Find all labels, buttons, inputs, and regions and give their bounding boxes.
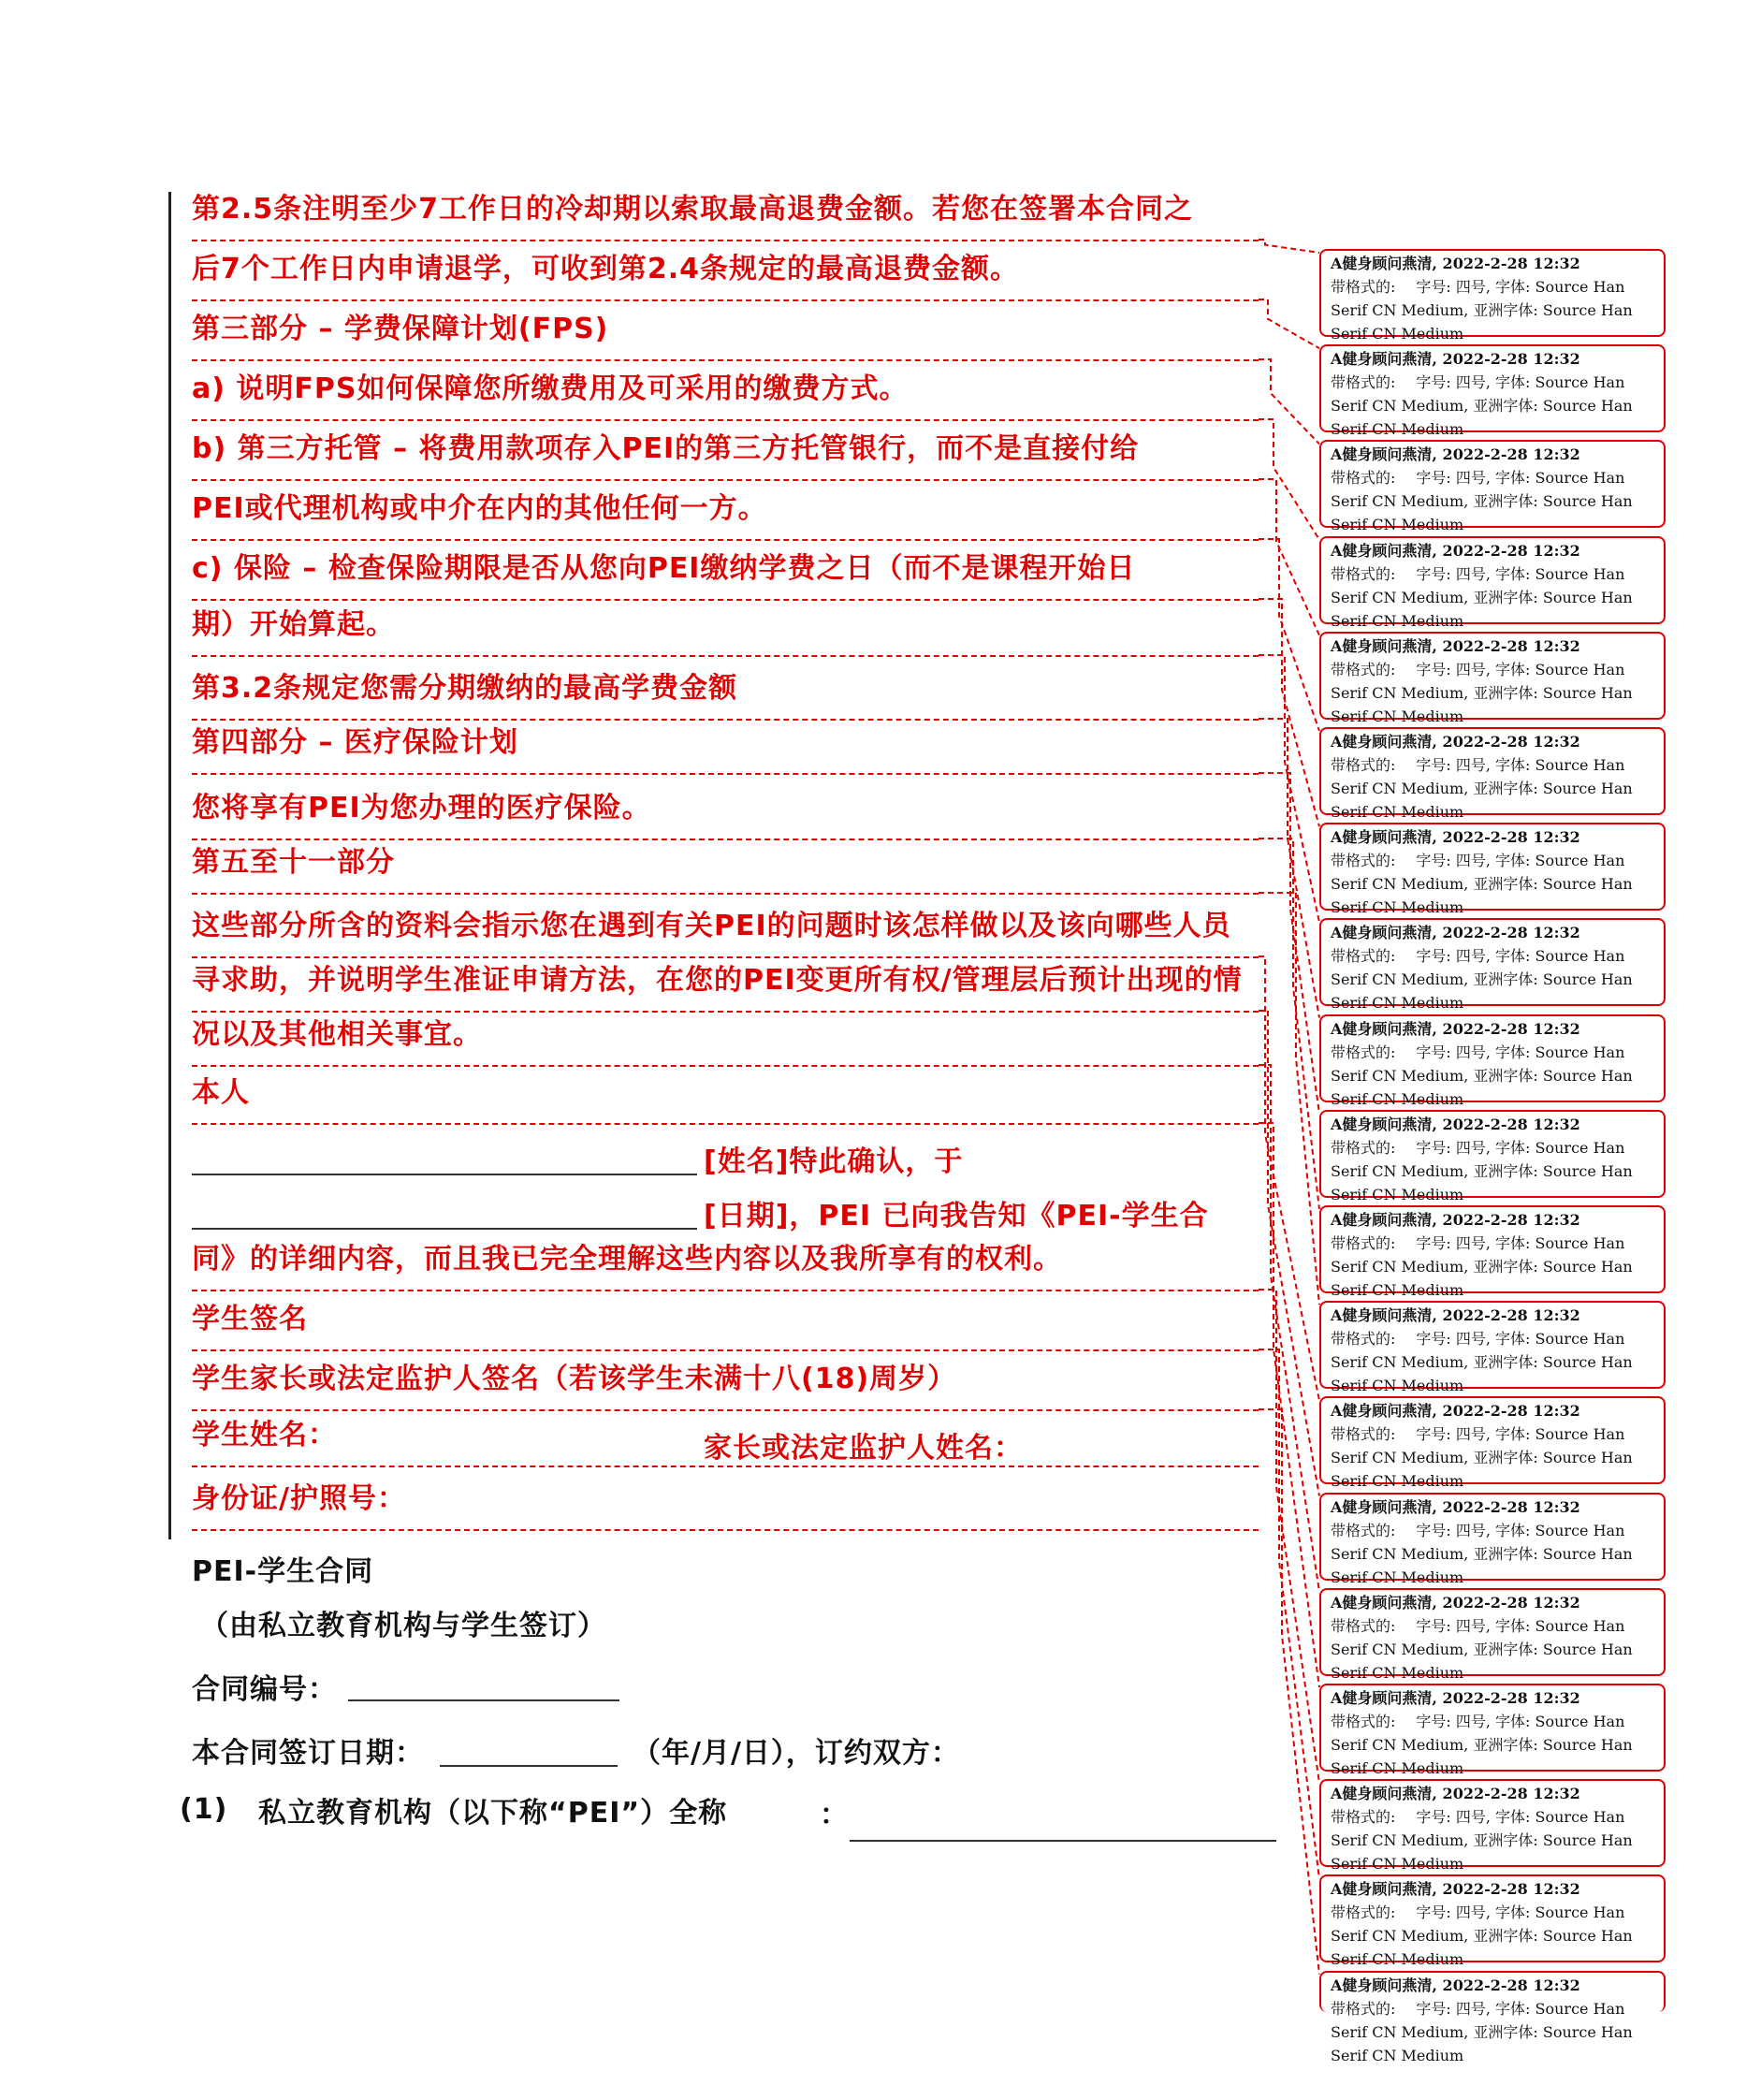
balloon-author: A健身顾问燕清, 2022-2-28 12:32 [1331, 1689, 1580, 1707]
balloon-line3: Serif CN Medium [1331, 1472, 1464, 1491]
revision-line: 第四部分 – 医疗保险计划 [192, 726, 518, 759]
revision-balloon[interactable] [1319, 1301, 1666, 1395]
balloon-label: 带格式的: [1331, 1713, 1396, 1730]
revision-balloon[interactable] [1319, 632, 1666, 725]
revision-balloon[interactable] [1319, 249, 1666, 343]
balloon-author: A健身顾问燕清, 2022-2-28 12:32 [1331, 541, 1580, 560]
balloon-line3: Serif CN Medium [1331, 325, 1464, 343]
revision-line: 期）开始算起。 [192, 608, 395, 641]
balloon-line3: Serif CN Medium [1331, 707, 1464, 725]
revision-balloon[interactable] [1319, 1874, 1666, 1969]
balloon-format [1331, 753, 1654, 777]
balloon-label: 带格式的: [1331, 1425, 1396, 1444]
revision-line: 这些部分所含的资料会指示您在遇到有关PEI的问题时该怎样做以及该向哪些人员 [192, 910, 1231, 942]
balloon-line2: Serif CN Medium, 亚洲字体: Source Han [1331, 1161, 1633, 1180]
revision-line: 寻求助，并说明学生准证申请方法，在您的PEI变更所有权/管理层后预计出现的情 [192, 964, 1243, 997]
balloon-format [1331, 275, 1654, 299]
balloon-label: 带格式的: [1331, 1903, 1396, 1922]
contract-title: PEI-学生合同 [192, 1555, 374, 1588]
balloon-line2: Serif CN Medium, 亚洲字体: Source Han [1331, 970, 1633, 989]
balloon-line2: Serif CN Medium, 亚洲字体: Source Han [1331, 1736, 1633, 1754]
balloon-format [1331, 1805, 1654, 1829]
balloon-line1: 字号: 四号, 字体: Source Han [1416, 469, 1625, 488]
balloon-author: A健身顾问燕清, 2022-2-28 12:32 [1331, 1211, 1580, 1229]
leader-line [1259, 1409, 1319, 1975]
revision-balloon[interactable] [1319, 1588, 1666, 1682]
balloon-line2: Serif CN Medium, 亚洲字体: Source Han [1331, 1066, 1633, 1085]
balloon-author: A健身顾问燕清, 2022-2-28 12:32 [1331, 1880, 1580, 1899]
balloon-format [1331, 1327, 1654, 1350]
balloon-format [1331, 1232, 1654, 1255]
balloon-line1: 字号: 四号, 字体: Source Han [1416, 1616, 1625, 1635]
revision-balloon[interactable] [1319, 918, 1666, 1013]
leader-line [1259, 419, 1319, 540]
revision-balloon[interactable] [1319, 536, 1666, 630]
revision-balloon[interactable] [1319, 1971, 1666, 2064]
revision-line: b) 第三方托管 – 将费用款项存入PEI的第三方托管银行，而不是直接付给 [192, 432, 1140, 465]
balloon-label: 带格式的: [1331, 756, 1396, 774]
balloon-line3: Serif CN Medium [1331, 1568, 1464, 1586]
revision-line: 同》的详细内容，而且我已完全理解这些内容以及我所享有的权利。 [192, 1243, 1062, 1276]
leader-line [1259, 1011, 1319, 1496]
leader-line [1259, 655, 1319, 922]
balloon-line3: Serif CN Medium [1331, 803, 1464, 821]
balloon-label: 带格式的: [1331, 564, 1396, 583]
balloon-format [1331, 466, 1654, 489]
revision-line: a) 说明FPS如何保障您所缴费用及可采用的缴费方式。 [192, 372, 909, 405]
revision-line: 学生姓名： [192, 1419, 337, 1451]
balloon-label: 带格式的: [1331, 469, 1396, 488]
balloon-author: A健身顾问燕清, 2022-2-28 12:32 [1331, 1402, 1580, 1421]
balloon-line1: 字号: 四号, 字体: Source Han [1416, 1138, 1625, 1157]
balloon-label: 带格式的: [1331, 1330, 1396, 1349]
balloon-label: 带格式的: [1331, 373, 1396, 392]
balloon-line2: Serif CN Medium, 亚洲字体: Source Han [1331, 397, 1633, 416]
balloon-line3: Serif CN Medium [1331, 898, 1464, 917]
balloon-label: 带格式的: [1331, 947, 1396, 966]
balloon-format [1331, 562, 1654, 586]
balloon-author: A健身顾问燕清, 2022-2-28 12:32 [1331, 1019, 1580, 1038]
balloon-line2: Serif CN Medium, 亚洲字体: Source Han [1331, 1640, 1633, 1658]
balloon-line3: Serif CN Medium [1331, 1663, 1464, 1682]
balloon-author: A健身顾问燕清, 2022-2-28 12:32 [1331, 636, 1580, 655]
leader-line [1259, 299, 1319, 348]
revision-line: 第2.5条注明至少7工作日的冷却期以索取最高退费金额。若您在签署本合同之 [192, 193, 1194, 226]
revision-line: c) 保险 – 检查保险期限是否从您向PEI缴纳学费之日（而不是课程开始日 [192, 552, 1136, 585]
balloon-line3: Serif CN Medium [1331, 1855, 1464, 1874]
balloon-line2: Serif CN Medium, 亚洲字体: Source Han [1331, 875, 1633, 894]
revision-balloon[interactable] [1319, 440, 1666, 534]
balloon-author: A健身顾问燕清, 2022-2-28 12:32 [1331, 1785, 1580, 1803]
balloon-line2: Serif CN Medium, 亚洲字体: Source Han [1331, 1449, 1633, 1467]
balloon-line3: Serif CN Medium [1331, 1950, 1464, 1969]
revision-line: 第三部分 – 学费保障计划(FPS) [192, 313, 609, 345]
balloon-line1: 字号: 四号, 字体: Source Han [1416, 756, 1625, 774]
balloon-author: A健身顾问燕清, 2022-2-28 12:32 [1331, 1115, 1580, 1133]
balloon-line2: Serif CN Medium, 亚洲字体: Source Han [1331, 492, 1633, 511]
balloon-line3: Serif CN Medium [1331, 1759, 1464, 1777]
revision-line: 第3.2条规定您需分期缴纳的最高学费金额 [192, 672, 738, 705]
balloon-author: A健身顾问燕清, 2022-2-28 12:32 [1331, 733, 1580, 751]
balloon-author: A健身顾问燕清, 2022-2-28 12:32 [1331, 1976, 1580, 1994]
balloon-line1: 字号: 四号, 字体: Source Han [1416, 278, 1625, 296]
balloon-line1: 字号: 四号, 字体: Source Han [1416, 1234, 1625, 1252]
balloon-format [1331, 658, 1654, 681]
balloon-line3: Serif CN Medium [1331, 1089, 1464, 1108]
date-confirm: [日期]，PEI 已向我告知《PEI-学生合 [704, 1200, 1209, 1232]
revision-line: 本人 [192, 1076, 250, 1109]
balloon-format [1331, 1422, 1654, 1446]
balloon-line2: Serif CN Medium, 亚洲字体: Source Han [1331, 1353, 1633, 1372]
contract-no-label: 合同编号： [192, 1673, 337, 1706]
sign-date-label: 本合同签订日期： [192, 1737, 424, 1770]
balloon-line3: Serif CN Medium [1331, 1185, 1464, 1203]
party-number: (1) [180, 1793, 228, 1826]
balloon-author: A健身顾问燕清, 2022-2-28 12:32 [1331, 1593, 1580, 1611]
revision-line: 学生家长或法定监护人签名（若该学生未满十八(18)周岁） [192, 1363, 957, 1395]
balloon-label: 带格式的: [1331, 852, 1396, 870]
balloon-author: A健身顾问燕清, 2022-2-28 12:32 [1331, 255, 1580, 272]
balloon-format [1331, 1519, 1654, 1542]
balloon-line3: Serif CN Medium [1331, 1377, 1464, 1395]
balloon-label: 带格式的: [1331, 1138, 1396, 1157]
balloon-line3: Serif CN Medium [1331, 994, 1464, 1013]
balloon-label: 带格式的: [1331, 660, 1396, 678]
balloon-label: 带格式的: [1331, 1234, 1396, 1252]
balloon-line1: 字号: 四号, 字体: Source Han [1416, 947, 1625, 966]
balloon-line1: 字号: 四号, 字体: Source Han [1416, 852, 1625, 870]
balloon-line1: 字号: 四号, 字体: Source Han [1416, 1521, 1625, 1539]
balloon-label: 带格式的: [1331, 1999, 1396, 2018]
balloon-line1: 字号: 四号, 字体: Source Han [1416, 1903, 1625, 1922]
balloon-line1: 字号: 四号, 字体: Source Han [1416, 1043, 1625, 1061]
guardian-name-label: 家长或法定监护人姓名： [704, 1432, 1023, 1465]
balloon-label: 带格式的: [1331, 1043, 1396, 1061]
balloon-line2: Serif CN Medium, 亚洲字体: Source Han [1331, 1544, 1633, 1563]
date-format-text: （年/月/日），订约双方： [633, 1737, 960, 1770]
balloon-line2: Serif CN Medium, 亚洲字体: Source Han [1331, 1258, 1633, 1276]
balloon-label: 带格式的: [1331, 1808, 1396, 1827]
balloon-format [1331, 1997, 1654, 2020]
balloon-line2: Serif CN Medium, 亚洲字体: Source Han [1331, 2022, 1633, 2041]
balloon-line1: 字号: 四号, 字体: Source Han [1416, 1713, 1625, 1730]
leader-line [1259, 359, 1319, 444]
revision-balloon[interactable] [1319, 1014, 1666, 1108]
revision-balloon[interactable] [1319, 1110, 1666, 1203]
balloon-author: A健身顾问燕清, 2022-2-28 12:32 [1331, 828, 1580, 847]
balloon-line2: Serif CN Medium, 亚洲字体: Source Han [1331, 588, 1633, 606]
balloon-line3: Serif CN Medium [1331, 1281, 1464, 1299]
leader-line [1259, 1290, 1319, 1783]
balloon-line1: 字号: 四号, 字体: Source Han [1416, 1999, 1625, 2018]
balloon-format [1331, 1041, 1654, 1064]
balloon-line1: 字号: 四号, 字体: Source Han [1416, 564, 1625, 583]
revision-line: 您将享有PEI为您办理的医疗保险。 [192, 792, 651, 824]
revision-balloon[interactable] [1319, 344, 1666, 439]
balloon-line1: 字号: 四号, 字体: Source Han [1416, 373, 1625, 392]
balloon-line3: Serif CN Medium [1331, 611, 1464, 630]
revision-line: 学生签名 [192, 1303, 308, 1335]
balloon-line2: Serif CN Medium, 亚洲字体: Source Han [1331, 1927, 1633, 1946]
revision-balloon[interactable] [1319, 1493, 1666, 1586]
revision-line: 第五至十一部分 [192, 846, 395, 879]
revision-line: 身份证/护照号： [192, 1482, 406, 1515]
balloon-label: 带格式的: [1331, 1616, 1396, 1635]
leader-line [1259, 599, 1319, 826]
revision-balloon[interactable] [1319, 1396, 1666, 1491]
balloon-label: 带格式的: [1331, 1521, 1396, 1539]
balloon-line1: 字号: 四号, 字体: Source Han [1416, 1425, 1625, 1444]
balloon-line3: Serif CN Medium [1331, 516, 1464, 534]
revision-line: 后7个工作日内申请退学，可收到第2.4条规定的最高退费金额。 [192, 253, 1020, 285]
balloon-author: A健身顾问燕清, 2022-2-28 12:32 [1331, 924, 1580, 942]
leader-line [1259, 539, 1319, 731]
revision-balloon[interactable] [1319, 727, 1666, 821]
balloon-format [1331, 944, 1654, 968]
leader-line [1259, 719, 1319, 1018]
balloon-format [1331, 849, 1654, 872]
revision-balloon[interactable] [1319, 823, 1666, 917]
balloon-author: A健身顾问燕清, 2022-2-28 12:32 [1331, 350, 1580, 369]
party-colon: ： [820, 1799, 849, 1831]
balloon-author: A健身顾问燕清, 2022-2-28 12:32 [1331, 1306, 1580, 1325]
balloon-label: 带格式的: [1331, 278, 1396, 296]
revision-line: 况以及其他相关事宜。 [192, 1018, 482, 1051]
contract-subtitle: （由私立教育机构与学生签订） [200, 1610, 606, 1642]
balloon-line3: Serif CN Medium [1331, 2046, 1464, 2064]
leader-line [1259, 479, 1319, 635]
name-confirm: [姓名]特此确认，于 [704, 1145, 964, 1178]
balloon-line2: Serif CN Medium, 亚洲字体: Source Han [1331, 683, 1633, 702]
balloon-format [1331, 1136, 1654, 1159]
revision-balloon[interactable] [1319, 1779, 1666, 1874]
balloon-line2: Serif CN Medium, 亚洲字体: Source Han [1331, 301, 1633, 319]
revision-balloon[interactable] [1319, 1205, 1666, 1299]
balloon-format [1331, 1710, 1654, 1733]
leader-line [1259, 240, 1319, 253]
party-label: 私立教育机构（以下称“PEI”）全称 [258, 1797, 728, 1830]
revision-balloon[interactable] [1319, 1684, 1666, 1777]
balloon-line1: 字号: 四号, 字体: Source Han [1416, 1808, 1625, 1827]
balloon-line3: Serif CN Medium [1331, 420, 1464, 439]
balloon-format [1331, 1901, 1654, 1924]
balloon-format [1331, 371, 1654, 394]
balloon-line2: Serif CN Medium, 亚洲字体: Source Han [1331, 1831, 1633, 1850]
balloon-line1: 字号: 四号, 字体: Source Han [1416, 1330, 1625, 1349]
revision-line: PEI或代理机构或中介在内的其他任何一方。 [192, 492, 767, 525]
balloon-author: A健身顾问燕清, 2022-2-28 12:32 [1331, 445, 1580, 464]
balloon-format [1331, 1614, 1654, 1638]
balloon-author: A健身顾问燕清, 2022-2-28 12:32 [1331, 1497, 1580, 1516]
balloon-line1: 字号: 四号, 字体: Source Han [1416, 660, 1625, 678]
balloon-line2: Serif CN Medium, 亚洲字体: Source Han [1331, 780, 1633, 797]
